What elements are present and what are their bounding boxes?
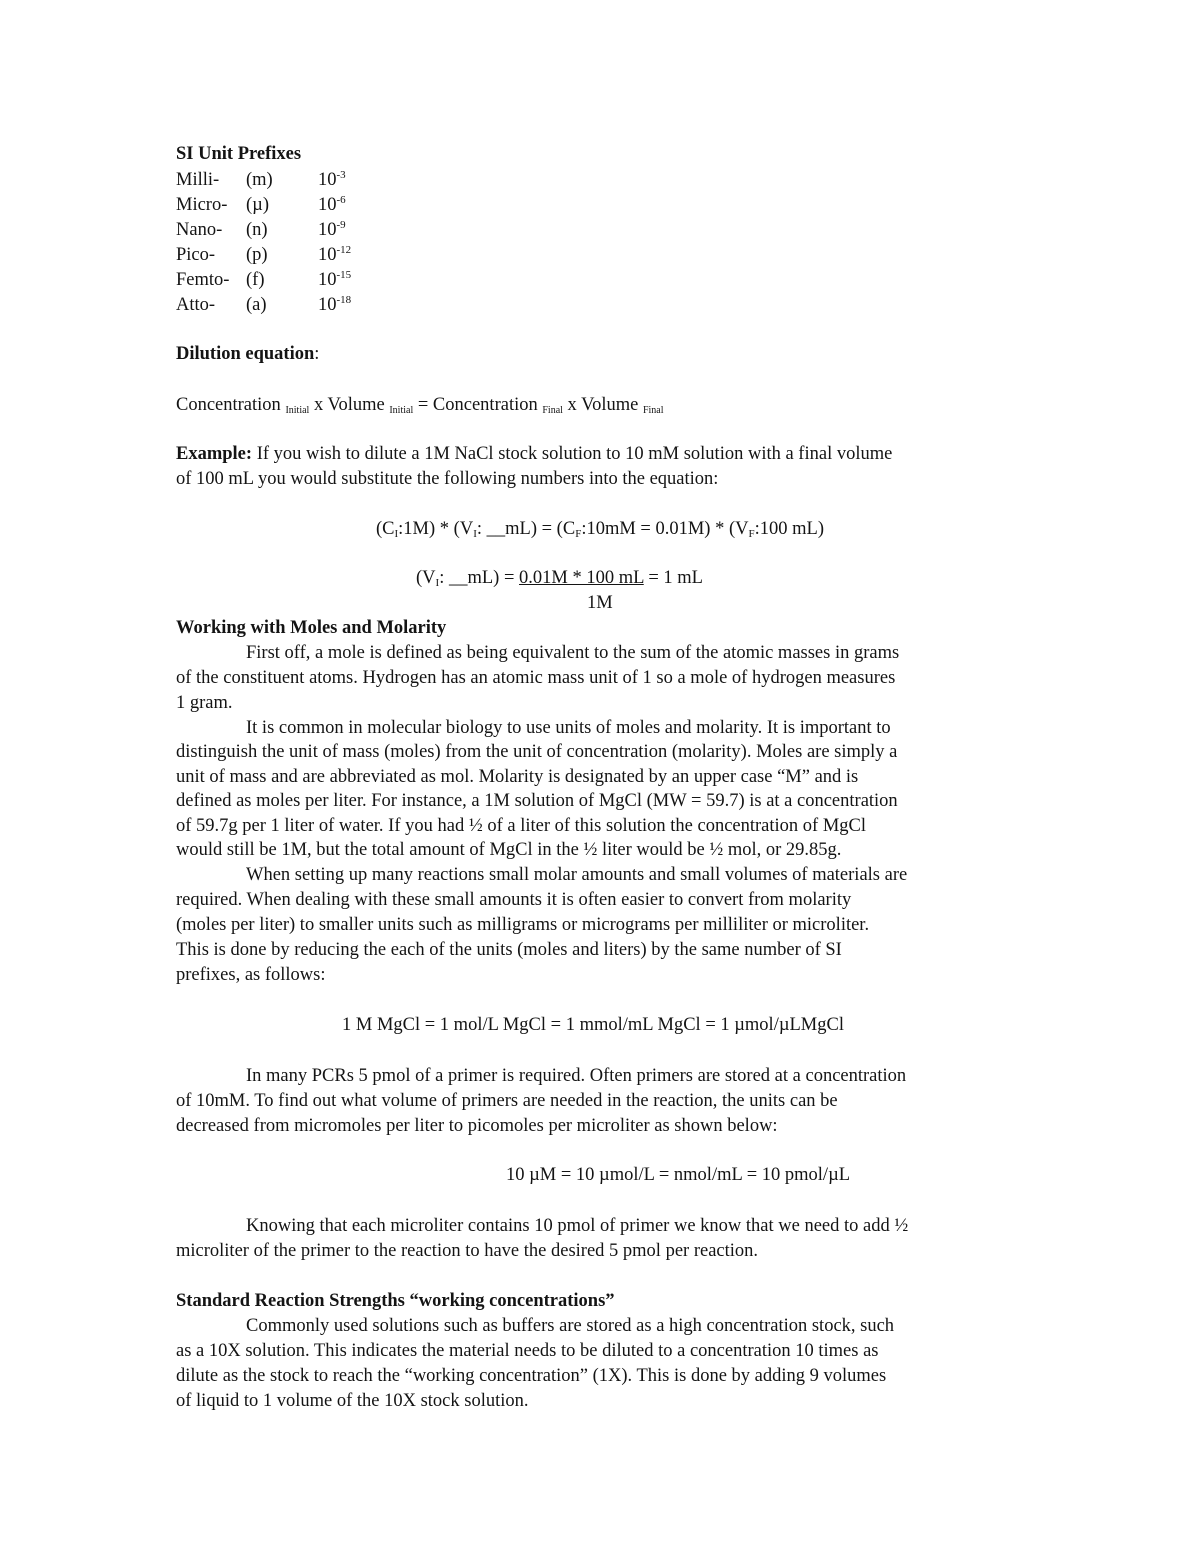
- dilution-heading: Dilution equation:: [176, 344, 320, 364]
- paragraph-line: microliter of the primer to the reaction to have the desired 5 pmol per reaction.: [176, 1241, 759, 1261]
- prefix-name: Nano-: [176, 220, 223, 240]
- prefix-name: Atto-: [176, 295, 216, 315]
- prefix-name: Pico-: [176, 245, 216, 265]
- prefix-power: $10^{-6}$: [318, 194, 346, 215]
- paragraph-line: First off, a mole is defined as being equivalent to the sum of the atomic masses in grams: [246, 643, 900, 663]
- paragraph-line: of 59.7g per 1 liter of water. If you had ½ of a liter of this solution the concentration of MgCl: [176, 816, 866, 836]
- example-label: Example:: [176, 444, 253, 464]
- conversion-equation: 1 M MgCl = 1 mol/L MgCl = 1 mmol/mL MgCl = 1 µmol/µLMgCl: [342, 1015, 844, 1035]
- prefix-power: $10^{-15}$: [318, 269, 352, 290]
- prefix-symbol: (n): [246, 220, 268, 240]
- paragraph-line: It is common in molecular biology to use units of moles and molarity. It is important to: [246, 718, 891, 738]
- paragraph-line: decreased from micromoles per liter to picomoles per microliter as shown below:: [176, 1116, 778, 1136]
- paragraph-line: When setting up many reactions small molar amounts and small volumes of materials are: [246, 865, 908, 885]
- example-line: of 100 mL you would substitute the following numbers into the equation:: [176, 469, 719, 489]
- paragraph-line: prefixes, as follows:: [176, 965, 326, 985]
- paragraph-line: of 10mM. To find out what volume of primers are needed in the reaction, the units can be: [176, 1091, 838, 1111]
- moles-heading: Working with Moles and Molarity: [176, 618, 447, 638]
- prefix-name: Femto-: [176, 270, 230, 290]
- paragraph-line: Commonly used solutions such as buffers are stored as a high concentration stock, such: [246, 1316, 895, 1336]
- prefix-name: Micro-: [176, 195, 228, 215]
- prefix-power: $10^{-3}$: [318, 169, 346, 190]
- paragraph-line: In many PCRs 5 pmol of a primer is required. Often primers are stored at a concentration: [246, 1066, 907, 1086]
- prefix-symbol: (f): [246, 270, 265, 290]
- paragraph-line: defined as moles per liter. For instance, a 1M solution of MgCl (MW = 59.7) is at a concentration: [176, 791, 898, 811]
- paragraph-line: unit of mass and are abbreviated as mol. Molarity is designated by an upper case “M” and is: [176, 767, 859, 787]
- prefix-symbol: (a): [246, 295, 267, 315]
- prefix-name: Milli-: [176, 170, 220, 190]
- pcr-equation: 10 µM = 10 µmol/L = nmol/mL = 10 pmol/µL: [506, 1165, 851, 1185]
- prefix-power: $10^{-18}$: [318, 294, 352, 315]
- paragraph-line: distinguish the unit of mass (moles) from the unit of concentration (molarity). Moles are simply a: [176, 742, 898, 762]
- fraction-denominator: 1M: [587, 593, 613, 613]
- paragraph-line: as a 10X solution. This indicates the material needs to be diluted to a concentration 10 times as: [176, 1341, 879, 1361]
- fraction-numerator: 0.01M * 100 mL: [519, 568, 644, 588]
- paragraph-line: dilute as the stock to reach the “working concentration” (1X). This is done by adding 9 volumes: [176, 1366, 887, 1386]
- prefix-symbol: (m): [246, 170, 273, 190]
- paragraph-line: required. When dealing with these small amounts it is often easier to convert from molarity: [176, 890, 852, 910]
- paragraph-line: 1 gram.: [176, 693, 233, 713]
- paragraph-line: Knowing that each microliter contains 10 pmol of primer we know that we need to add ½: [246, 1216, 909, 1236]
- paragraph-line: of the constituent atoms. Hydrogen has an atomic mass unit of 1 so a mole of hydrogen measures: [176, 668, 896, 688]
- prefix-power: $10^{-9}$: [318, 219, 346, 240]
- paragraph-line: (moles per liter) to smaller units such as milligrams or micrograms per milliliter or microliter.: [176, 915, 870, 935]
- prefix-power: $10^{-12}$: [318, 244, 352, 265]
- paragraph-line: of liquid to 1 volume of the 10X stock solution.: [176, 1391, 529, 1411]
- paragraph-line: would still be 1M, but the total amount of MgCl in the ½ liter would be ½ mol, or 29.85g.: [176, 840, 842, 860]
- si-heading: SI Unit Prefixes: [176, 144, 302, 164]
- example-line: Example: If you wish to dilute a 1M NaCl stock solution to 10 mM solution with a final volume: [176, 444, 893, 464]
- strengths-heading: Standard Reaction Strengths “working concentrations”: [176, 1291, 615, 1311]
- substituted-equation: $(C_I:1M) * (V_I$: __mL) = $(C_F:10mM = 0.01M)$ * ($V_F:100$ mL): [376, 519, 824, 540]
- prefix-symbol: (p): [246, 245, 268, 265]
- dilution-equation: Concentration $_{Initial}$ x Volume $_{Initial}$ = Concentration $_{Final}$ x Volume $_{Final}$: [176, 395, 664, 416]
- solved-equation: ($V_I$: __mL) = 0.01M * 100 mL = 1 mL: [416, 568, 703, 589]
- paragraph-line: This is done by reducing the each of the units (moles and liters) by the same number of SI: [176, 940, 842, 960]
- prefix-symbol: (µ): [246, 195, 269, 215]
